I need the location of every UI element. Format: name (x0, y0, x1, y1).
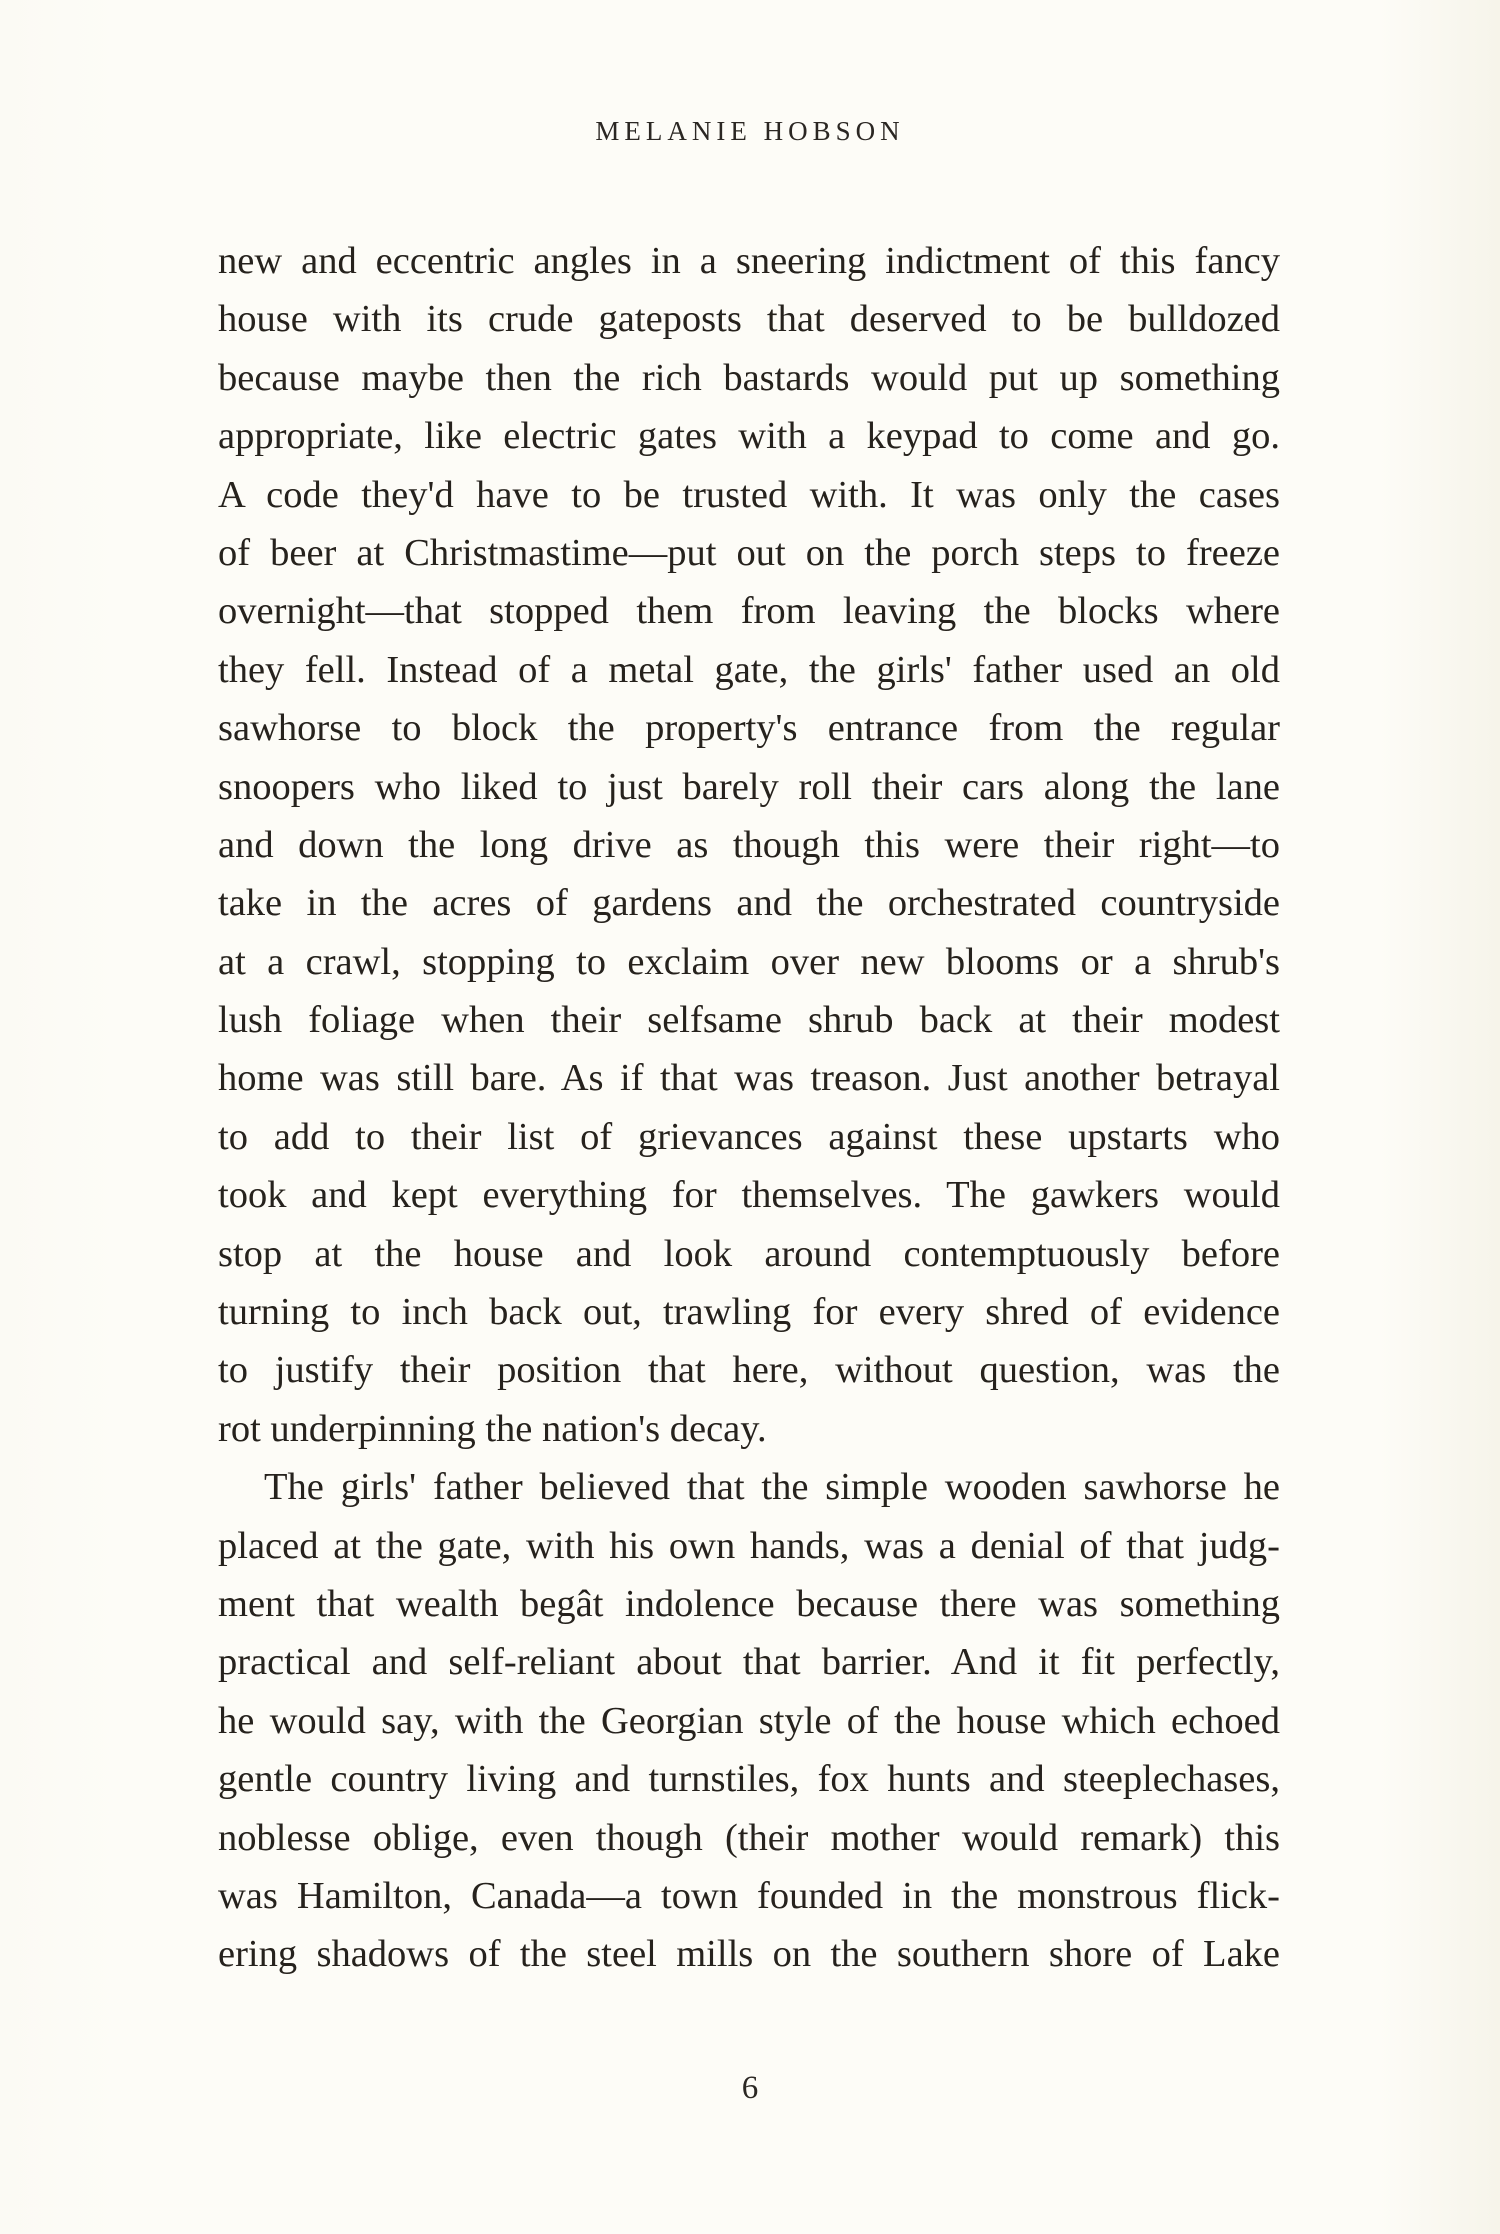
text-line: because maybe then the rich bastards would put up something (218, 356, 1280, 399)
text-line: overnight—that stopped them from leaving the blocks where (218, 590, 1280, 633)
text-line: snoopers who liked to just barely roll their cars along the lane (218, 765, 1280, 808)
text-line: home was still bare. As if that was treason. Just another betrayal (218, 1057, 1280, 1100)
text-line: The girls' father believed that the simple wooden sawhorse he (264, 1466, 1280, 1509)
text-line: to add to their list of grievances against these upstarts who (218, 1115, 1280, 1158)
text-line: to justify their position that here, without question, was the (218, 1349, 1280, 1392)
body-text (218, 232, 1280, 1984)
text-line: new and eccentric angles in a sneering indictment of this fancy (218, 240, 1280, 282)
text-line: gentle country living and turnstiles, fox hunts and steeplechases, (218, 1758, 1280, 1801)
text-line: house with its crude gateposts that deserved to be bulldozed (218, 298, 1280, 341)
text-line: placed at the gate, with his own hands, was a denial of that judg- (218, 1524, 1280, 1567)
text-line: was Hamilton, Canada—a town founded in the monstrous flick- (218, 1874, 1280, 1917)
text-line: ering shadows of the steel mills on the southern shore of Lake (218, 1933, 1280, 1976)
text-line: noblesse oblige, even though (their mother would remark) this (218, 1816, 1280, 1859)
text-line: of beer at Christmastime—put out on the porch steps to freeze (218, 531, 1280, 574)
text-line: sawhorse to block the property's entrance from the regular (218, 707, 1280, 750)
text-line: took and kept everything for themselves. The gawkers would (218, 1174, 1280, 1217)
text-line: he would say, with the Georgian style of the house which echoed (218, 1699, 1280, 1742)
text-line: ment that wealth begât indolence because there was something (218, 1582, 1280, 1625)
page-number: 6 (741, 2070, 759, 2106)
text-line: turning to inch back out, trawling for every shred of evidence (218, 1291, 1280, 1334)
text-line: A code they'd have to be trusted with. It was only the cases (218, 473, 1280, 516)
text-line: rot underpinning the nation's decay. (218, 1407, 767, 1450)
running-head: MELANIE HOBSON (595, 116, 905, 146)
text-line: take in the acres of gardens and the orchestrated countryside (218, 882, 1280, 925)
text-line: they fell. Instead of a metal gate, the girls' father used an old (218, 648, 1280, 691)
text-line: and down the long drive as though this were their right—to (218, 823, 1280, 866)
paragraph-1 (218, 232, 1280, 1458)
text-line: appropriate, like electric gates with a keypad to come and go. (218, 415, 1280, 458)
paragraph-2 (218, 1458, 1280, 1984)
text-line: practical and self-reliant about that barrier. And it fit perfectly, (218, 1641, 1280, 1684)
text-line: stop at the house and look around contemptuously before (218, 1232, 1280, 1275)
text-line: lush foliage when their selfsame shrub back at their modest (218, 999, 1280, 1042)
text-line: at a crawl, stopping to exclaim over new blooms or a shrub's (218, 940, 1280, 983)
